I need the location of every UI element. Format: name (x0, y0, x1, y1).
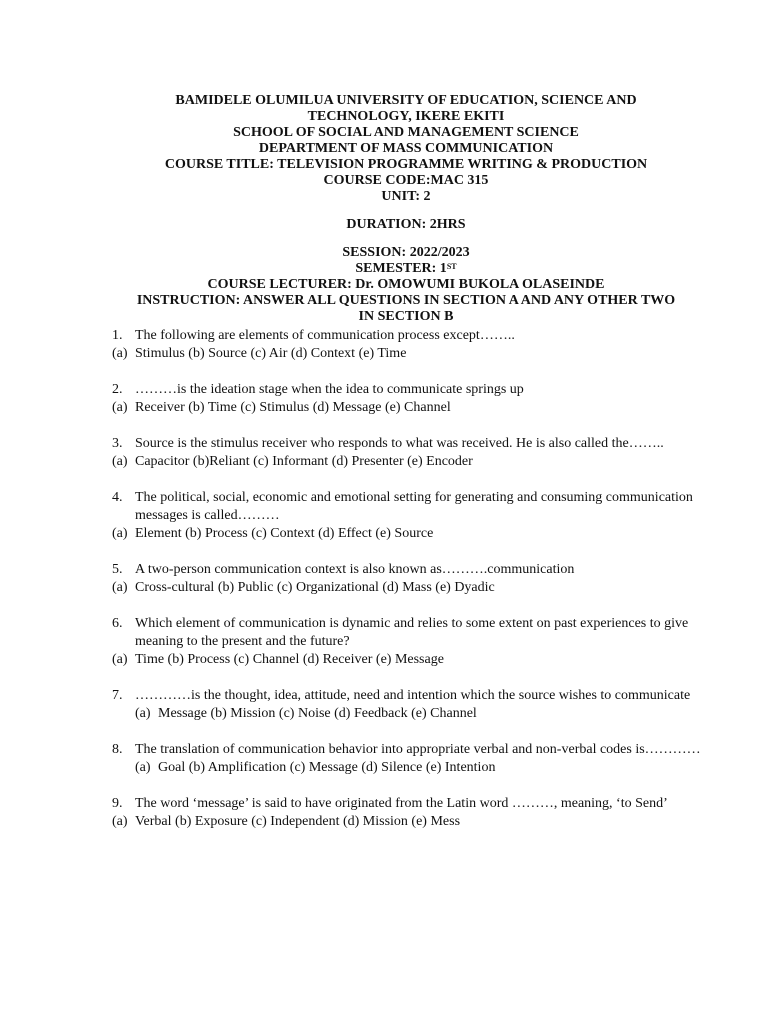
question-number: 2. (112, 382, 123, 397)
question-options: Cross-cultural (b) Public (c) Organizational (d) Mass (e) Dyadic (135, 580, 495, 595)
question-2 (112, 381, 712, 417)
question-options: Goal (b) Amplification (c) Message (d) Silence (e) Intention (158, 760, 496, 775)
question-options: Verbal (b) Exposure (c) Independent (d) Mission (e) Mess (135, 814, 461, 829)
question-8 (112, 741, 712, 777)
department-name: DEPARTMENT OF MASS COMMUNICATION (258, 141, 554, 156)
school-name: SCHOOL OF SOCIAL AND MANAGEMENT SCIENCE (233, 125, 579, 140)
question-7 (112, 687, 712, 723)
question-5 (112, 561, 712, 597)
option-label: (a) (112, 346, 128, 361)
question-number: 7. (112, 688, 123, 703)
question-4 (112, 489, 712, 543)
instruction-line2: IN SECTION B (358, 309, 454, 324)
course-title: COURSE TITLE: TELEVISION PROGRAMME WRITING & PRODUCTION (164, 157, 648, 172)
session: SESSION: 2022/2023 (342, 245, 470, 260)
option-label: (a) (112, 400, 128, 415)
university-name-line1: BAMIDELE OLUMILUA UNIVERSITY OF EDUCATION, SCIENCE AND (175, 93, 637, 108)
question-3 (112, 435, 712, 471)
question-text: Which element of communication is dynamic and relies to some extent on past experiences to give meaning to the present and the future? (135, 616, 689, 649)
question-text: The translation of communication behavior into appropriate verbal and non-verbal codes is………… (135, 742, 701, 757)
question-text: …………is the thought, idea, attitude, need and intention which the source wishes to communicate (135, 688, 691, 703)
question-number: 4. (112, 490, 123, 505)
question-number: 9. (112, 796, 123, 811)
option-label: (a) (112, 526, 128, 541)
question-text: The political, social, economic and emotional setting for generating and consuming communication messages is called……… (135, 490, 693, 523)
option-label: (a) (112, 454, 128, 469)
option-label: (a) (135, 760, 151, 775)
question-number: 6. (112, 616, 123, 631)
option-label: (a) (112, 580, 128, 595)
question-options: Element (b) Process (c) Context (d) Effect (e) Source (135, 526, 434, 541)
question-text: The following are elements of communication process except…….. (135, 328, 515, 343)
option-label: (a) (135, 706, 151, 721)
course-code: COURSE CODE:MAC 315 (323, 173, 489, 188)
question-text: A two-person communication context is also known as……….communication (135, 562, 575, 577)
question-options: Receiver (b) Time (c) Stimulus (d) Message (e) Channel (135, 400, 451, 415)
question-options: Message (b) Mission (c) Noise (d) Feedback (e) Channel (158, 706, 477, 721)
semester-superscript: ST (446, 262, 457, 271)
question-6 (112, 615, 712, 669)
question-text: The word ‘message’ is said to have originated from the Latin word ………, meaning, ‘to Send’ (135, 796, 668, 811)
course-lecturer: COURSE LECTURER: Dr. OMOWUMI BUKOLA OLASEINDE (207, 277, 605, 292)
unit: UNIT: 2 (381, 189, 431, 204)
question-number: 8. (112, 742, 123, 757)
question-number: 5. (112, 562, 123, 577)
question-number: 3. (112, 436, 123, 451)
exam-header (0, 93, 768, 325)
question-list (112, 327, 712, 849)
instruction-line1: INSTRUCTION: ANSWER ALL QUESTIONS IN SECTION A AND ANY OTHER TWO (136, 293, 676, 308)
semester-text: SEMESTER: 1 (355, 261, 447, 276)
question-options: Stimulus (b) Source (c) Air (d) Context (e) Time (135, 346, 407, 361)
option-label: (a) (112, 652, 128, 667)
university-name-line2: TECHNOLOGY, IKERE EKITI (307, 109, 505, 124)
question-number: 1. (112, 328, 123, 343)
semester (0, 261, 768, 277)
duration: DURATION: 2HRS (346, 217, 466, 232)
question-text: ………is the ideation stage when the idea to communicate springs up (135, 382, 524, 397)
option-label: (a) (112, 814, 128, 829)
question-text: Source is the stimulus receiver who responds to what was received. He is also called the…….. (135, 436, 664, 451)
question-9 (112, 795, 712, 831)
question-options: Time (b) Process (c) Channel (d) Receiver (e) Message (135, 652, 444, 667)
question-options: Capacitor (b)Reliant (c) Informant (d) Presenter (e) Encoder (135, 454, 473, 469)
question-1 (112, 327, 712, 363)
